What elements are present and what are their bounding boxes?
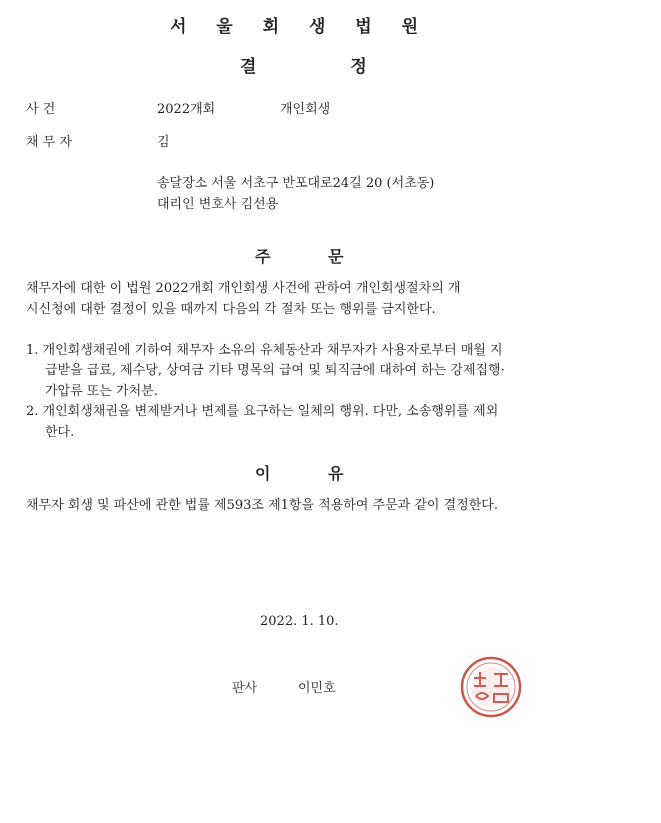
decision-date: 2022. 1. 10. bbox=[260, 614, 339, 629]
service-address: 송달장소 서울 서초구 반포대로24길 20 (서초동) bbox=[157, 176, 435, 191]
order-intro-line1: 채무자에 대한 이 법원 2022개회 개인회생 사건에 관하여 개인회생절차의 개 bbox=[26, 281, 461, 296]
case-type: 개인회생 bbox=[280, 102, 331, 117]
agent-attorney: 대리인 변호사 김선용 bbox=[157, 197, 279, 212]
court-seal-icon bbox=[460, 656, 522, 718]
case-number: 2022개회 bbox=[157, 102, 216, 117]
order-item1-line1: 1. 개인회생채권에 기하여 채무자 소유의 유체동산과 채무자가 사용자로부터 매월 지 bbox=[26, 343, 503, 358]
order-heading bbox=[255, 244, 344, 267]
debtor-label: 채 무 자 bbox=[26, 135, 72, 150]
order-item2-line2: 한다. bbox=[45, 425, 75, 440]
reason-heading-char-1: 이 bbox=[255, 464, 271, 483]
judge-title: 판사 bbox=[232, 681, 258, 696]
order-intro-line2: 시신청에 대한 결정이 있을 때까지 다음의 각 절차 또는 행위를 금지한다. bbox=[26, 302, 436, 317]
order-item1-line3: 가압류 또는 가처분. bbox=[45, 384, 158, 399]
document-title-char-1: 결 bbox=[240, 57, 257, 77]
debtor-name: 김 bbox=[157, 135, 170, 150]
order-item1-line2: 급받을 급료, 제수당, 상여금 기타 명목의 급여 및 퇴직금에 대하여 하는 강제집행· bbox=[45, 363, 505, 378]
document-title-char-2: 정 bbox=[350, 57, 367, 77]
order-item2-line1: 2. 개인회생채권을 변제받거나 변제를 요구하는 일체의 행위. 다만, 소송행위를 제외 bbox=[26, 404, 499, 419]
reason-heading bbox=[255, 461, 344, 484]
document-title bbox=[240, 52, 367, 77]
reason-heading-char-2: 유 bbox=[328, 464, 344, 483]
case-label: 사 건 bbox=[26, 102, 56, 117]
order-heading-char-2: 문 bbox=[328, 247, 344, 266]
court-name: 서 울 회 생 법 원 bbox=[169, 17, 431, 37]
order-heading-char-1: 주 bbox=[255, 247, 271, 266]
judge-name: 이민호 bbox=[298, 681, 336, 696]
reason-text: 채무자 회생 및 파산에 관한 법률 제593조 제1항을 적용하여 주문과 같이 결정한다. bbox=[26, 498, 498, 513]
